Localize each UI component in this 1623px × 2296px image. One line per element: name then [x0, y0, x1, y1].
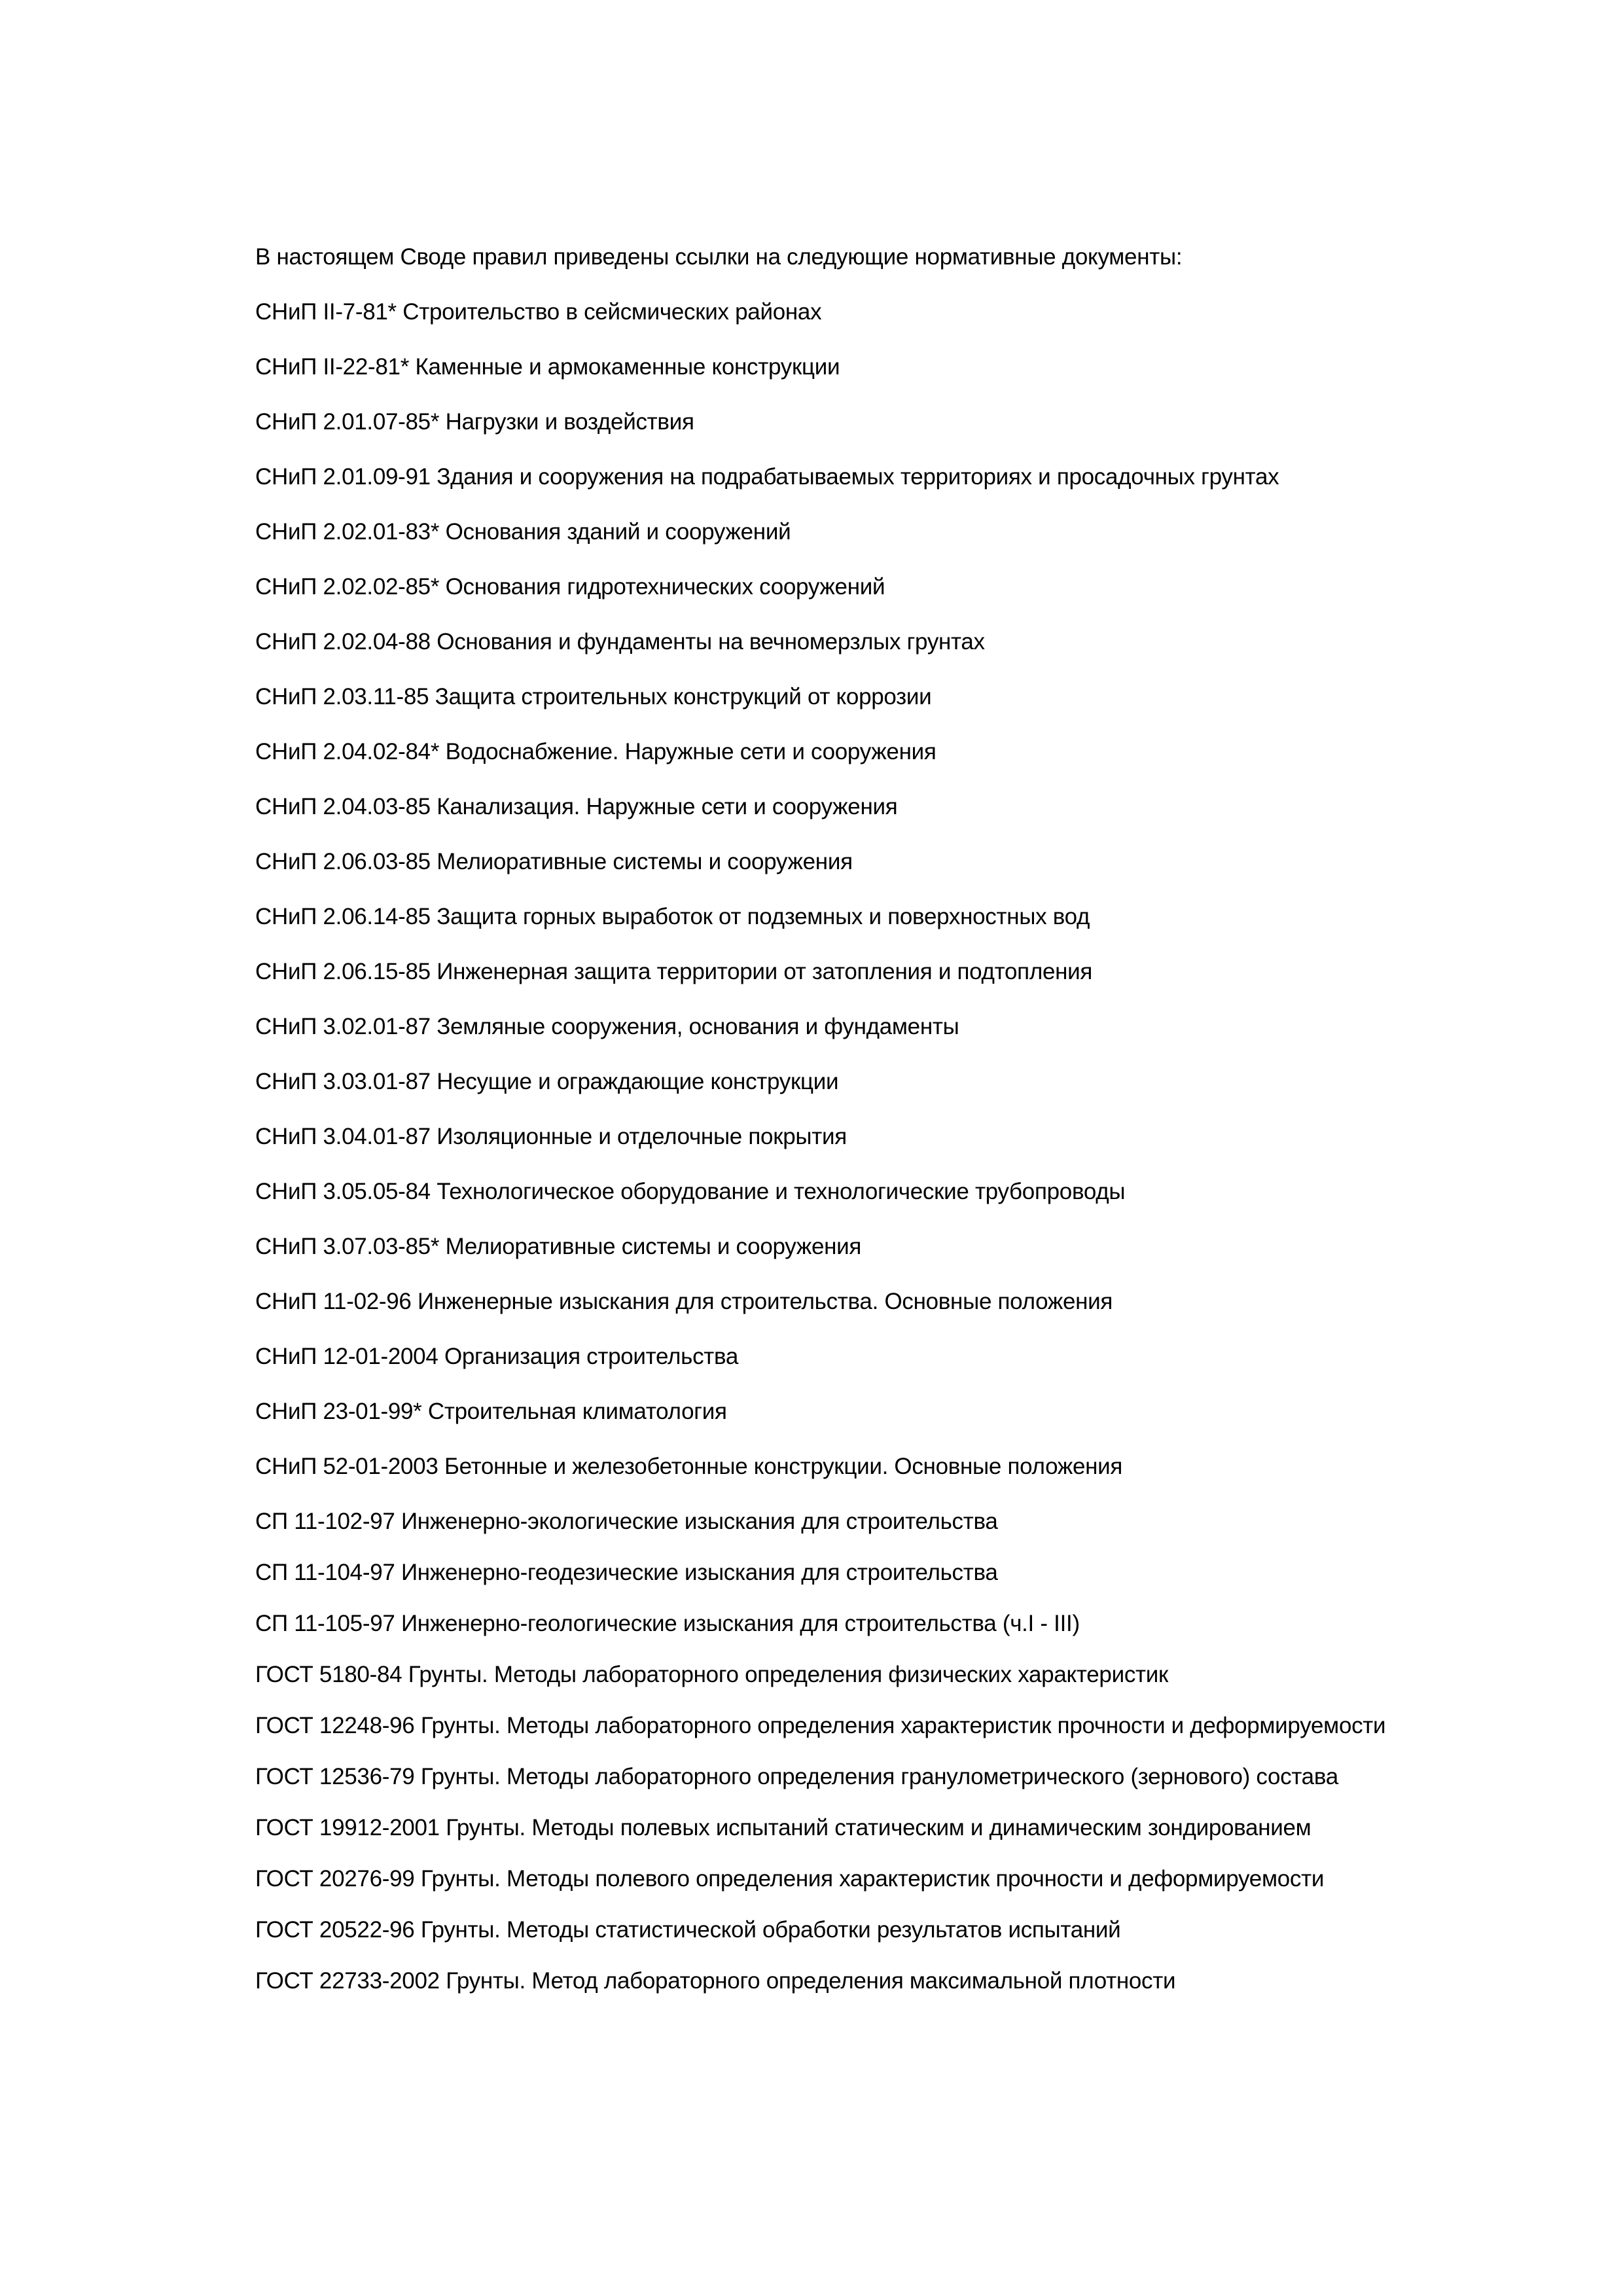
reference-line-sp: СП 11-105-97 Инженерно-геологические изыскания для строительства (ч.I - III): [255, 1611, 1080, 1636]
reference-line-sp: СП 11-102-97 Инженерно-экологические изыскания для строительства: [255, 1509, 998, 1534]
reference-line-snip: СНиП 2.06.03-85 Мелиоративные системы и сооружения: [255, 849, 853, 874]
reference-line-gost: ГОСТ 12536-79 Грунты. Методы лабораторного определения гранулометрического (зернового) состава: [255, 1764, 1338, 1789]
reference-line-gost: ГОСТ 5180-84 Грунты. Методы лабораторного определения физических характеристик: [255, 1662, 1169, 1687]
reference-line-gost: ГОСТ 20522-96 Грунты. Методы статистической обработки результатов испытаний: [255, 1917, 1121, 1943]
reference-line-snip: СНиП 12-01-2004 Организация строительства: [255, 1344, 739, 1369]
references-section: [255, 243, 1564, 1995]
reference-line-snip: СНиП 3.02.01-87 Земляные сооружения, основания и фундаменты: [255, 1014, 959, 1039]
reference-line-sp: СП 11-104-97 Инженерно-геодезические изыскания для строительства: [255, 1560, 998, 1585]
reference-line-snip: СНиП 2.03.11-85 Защита строительных конструкций от коррозии: [255, 684, 932, 709]
reference-line-snip: СНиП 11-02-96 Инженерные изыскания для строительства. Основные положения: [255, 1289, 1113, 1314]
reference-line-snip: СНиП 2.04.03-85 Канализация. Наружные сети и сооружения: [255, 794, 898, 819]
reference-line-snip: СНиП 23-01-99* Строительная климатология: [255, 1399, 727, 1424]
reference-line-snip: СНиП II-22-81* Каменные и армокаменные конструкции: [255, 354, 840, 380]
reference-line-snip: СНиП 2.04.02-84* Водоснабжение. Наружные сети и сооружения: [255, 739, 936, 764]
reference-line-snip: СНиП 2.01.09-91 Здания и сооружения на подрабатываемых территориях и просадочных грунтах: [255, 464, 1279, 490]
reference-line-snip: СНиП 3.05.05-84 Технологическое оборудование и технологические трубопроводы: [255, 1179, 1126, 1204]
intro-paragraph: В настоящем Своде правил приведены ссылки на следующие нормативные документы:: [255, 244, 1183, 270]
reference-line-gost: ГОСТ 20276-99 Грунты. Методы полевого определения характеристик прочности и деформируемости: [255, 1866, 1325, 1892]
reference-line-snip: СНиП 3.07.03-85* Мелиоративные системы и сооружения: [255, 1234, 862, 1259]
reference-line-snip: СНиП 2.02.01-83* Основания зданий и сооружений: [255, 519, 791, 545]
reference-line-snip: СНиП 52-01-2003 Бетонные и железобетонные конструкции. Основные положения: [255, 1454, 1123, 1479]
reference-line-snip: СНиП 3.03.01-87 Несущие и ограждающие конструкции: [255, 1069, 839, 1094]
reference-line-snip: СНиП 3.04.01-87 Изоляционные и отделочные покрытия: [255, 1124, 847, 1149]
reference-line-gost: ГОСТ 19912-2001 Грунты. Методы полевых испытаний статическим и динамическим зондированием: [255, 1815, 1311, 1840]
reference-line-snip: СНиП 2.01.07-85* Нагрузки и воздействия: [255, 409, 694, 435]
reference-line-snip: СНиП II-7-81* Строительство в сейсмических районах: [255, 299, 822, 325]
reference-line-snip: СНиП 2.02.04-88 Основания и фундаменты на вечномерзлых грунтах: [255, 629, 985, 655]
reference-line-gost: ГОСТ 12248-96 Грунты. Методы лабораторного определения характеристик прочности и деформируемости: [255, 1713, 1386, 1738]
reference-line-snip: СНиП 2.06.15-85 Инженерная защита территории от затопления и подтопления: [255, 959, 1093, 984]
reference-line-gost: ГОСТ 22733-2002 Грунты. Метод лабораторного определения максимальной плотности: [255, 1968, 1176, 1994]
reference-line-snip: СНиП 2.06.14-85 Защита горных выработок от подземных и поверхностных вод: [255, 904, 1090, 929]
reference-line-snip: СНиП 2.02.02-85* Основания гидротехнических сооружений: [255, 574, 885, 600]
